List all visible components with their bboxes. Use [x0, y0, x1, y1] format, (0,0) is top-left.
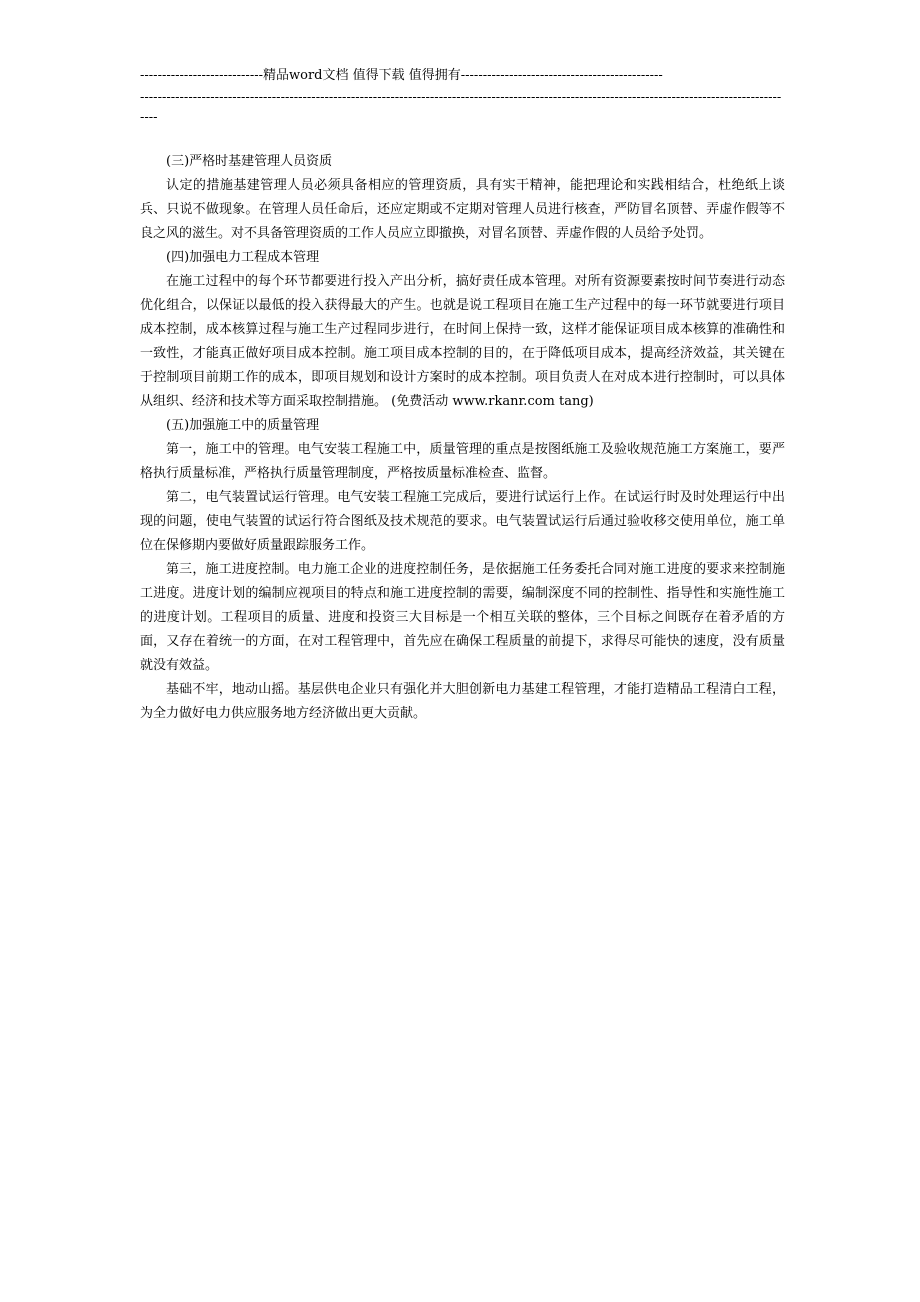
- body-paragraph: 第二，电气装置试运行管理。电气安装工程施工完成后，要进行试运行上作。在试运行时及时处理运行中出现的问题，使电气装置的试运行符合图纸及技术规范的要求。电气装置试运行后通过验收移交使用单位，施工单位在保修期内要做好质量跟踪服务工作。: [140, 490, 785, 553]
- body-paragraph: 第一，施工中的管理。电气安装工程施工中，质量管理的重点是按图纸施工及验收规范施工方案施工，要严格执行质量标准，严格执行质量管理制度，严格按质量标准检查、监督。: [140, 442, 785, 481]
- section-heading: (四)加强电力工程成本管理: [166, 250, 320, 265]
- body-paragraph: 第三，施工进度控制。电力施工企业的进度控制任务，是依据施工任务委托合同对施工进度的要求来控制施工进度。进度计划的编制应视项目的特点和施工进度控制的需要，编制深度不同的控制性、指导性和实施性施工的进度计划。工程项目的质量、进度和投资三大目标是一个相互关联的整体，三个目标之间既存在着矛盾的方面，又存在着统一的方面，在对工程管理中，首先应在确保工程质量的前提下，求得尽可能快的速度，没有质量就没有效益。: [140, 562, 785, 673]
- section-heading: (五)加强施工中的质量管理: [166, 418, 320, 433]
- body-paragraph: 基础不牢，地动山摇。基层供电企业只有强化并大胆创新电力基建工程管理，才能打造精品工程清白工程，为全力做好电力供应服务地方经济做出更大贡献。: [140, 682, 785, 721]
- body-paragraph: 在施工过程中的每个环节都要进行投入产出分析，搞好责任成本管理。对所有资源要素按时间节奏进行动态优化组合，以保证以最低的投入获得最大的产生。也就是说工程项目在施工生产过程中的每一环节就要进行项目成本控制，成本核算过程与施工生产过程同步进行，在时间上保持一致，这样才能保证项目成本核算的准确性和一致性，才能真正做好项目成本控制。施工项目成本控制的目的，在于降低项目成本，提高经济效益，其关键在于控制项目前期工作的成本，即项目规划和设计方案时的成本控制。项目负责人在对成本进行控制时，可以具体从组织、经济和技术等方面采取控制措施。 (免费活动 www.rkanr.com tang): [140, 274, 785, 409]
- page-header-banner: ----------------------------精品word文档 值得下载 值得拥有----------------------------------------------: [140, 68, 663, 83]
- page-header-rule: ------------------------------------------------------------------------------------------------------------------------------------------------------: [140, 90, 782, 125]
- body-paragraph: 认定的措施基建管理人员必须具备相应的管理资质，具有实干精神，能把理论和实践相结合，杜绝纸上谈兵、只说不做现象。在管理人员任命后，还应定期或不定期对管理人员进行核查，严防冒名顶替、弄虚作假等不良之风的滋生。对不具备管理资质的工作人员应立即撤换，对冒名顶替、弄虚作假的人员给予处罚。: [140, 178, 785, 241]
- document-page: [140, 66, 785, 726]
- document-body: [140, 150, 785, 726]
- section-heading: (三)严格时基建管理人员资质: [166, 154, 333, 169]
